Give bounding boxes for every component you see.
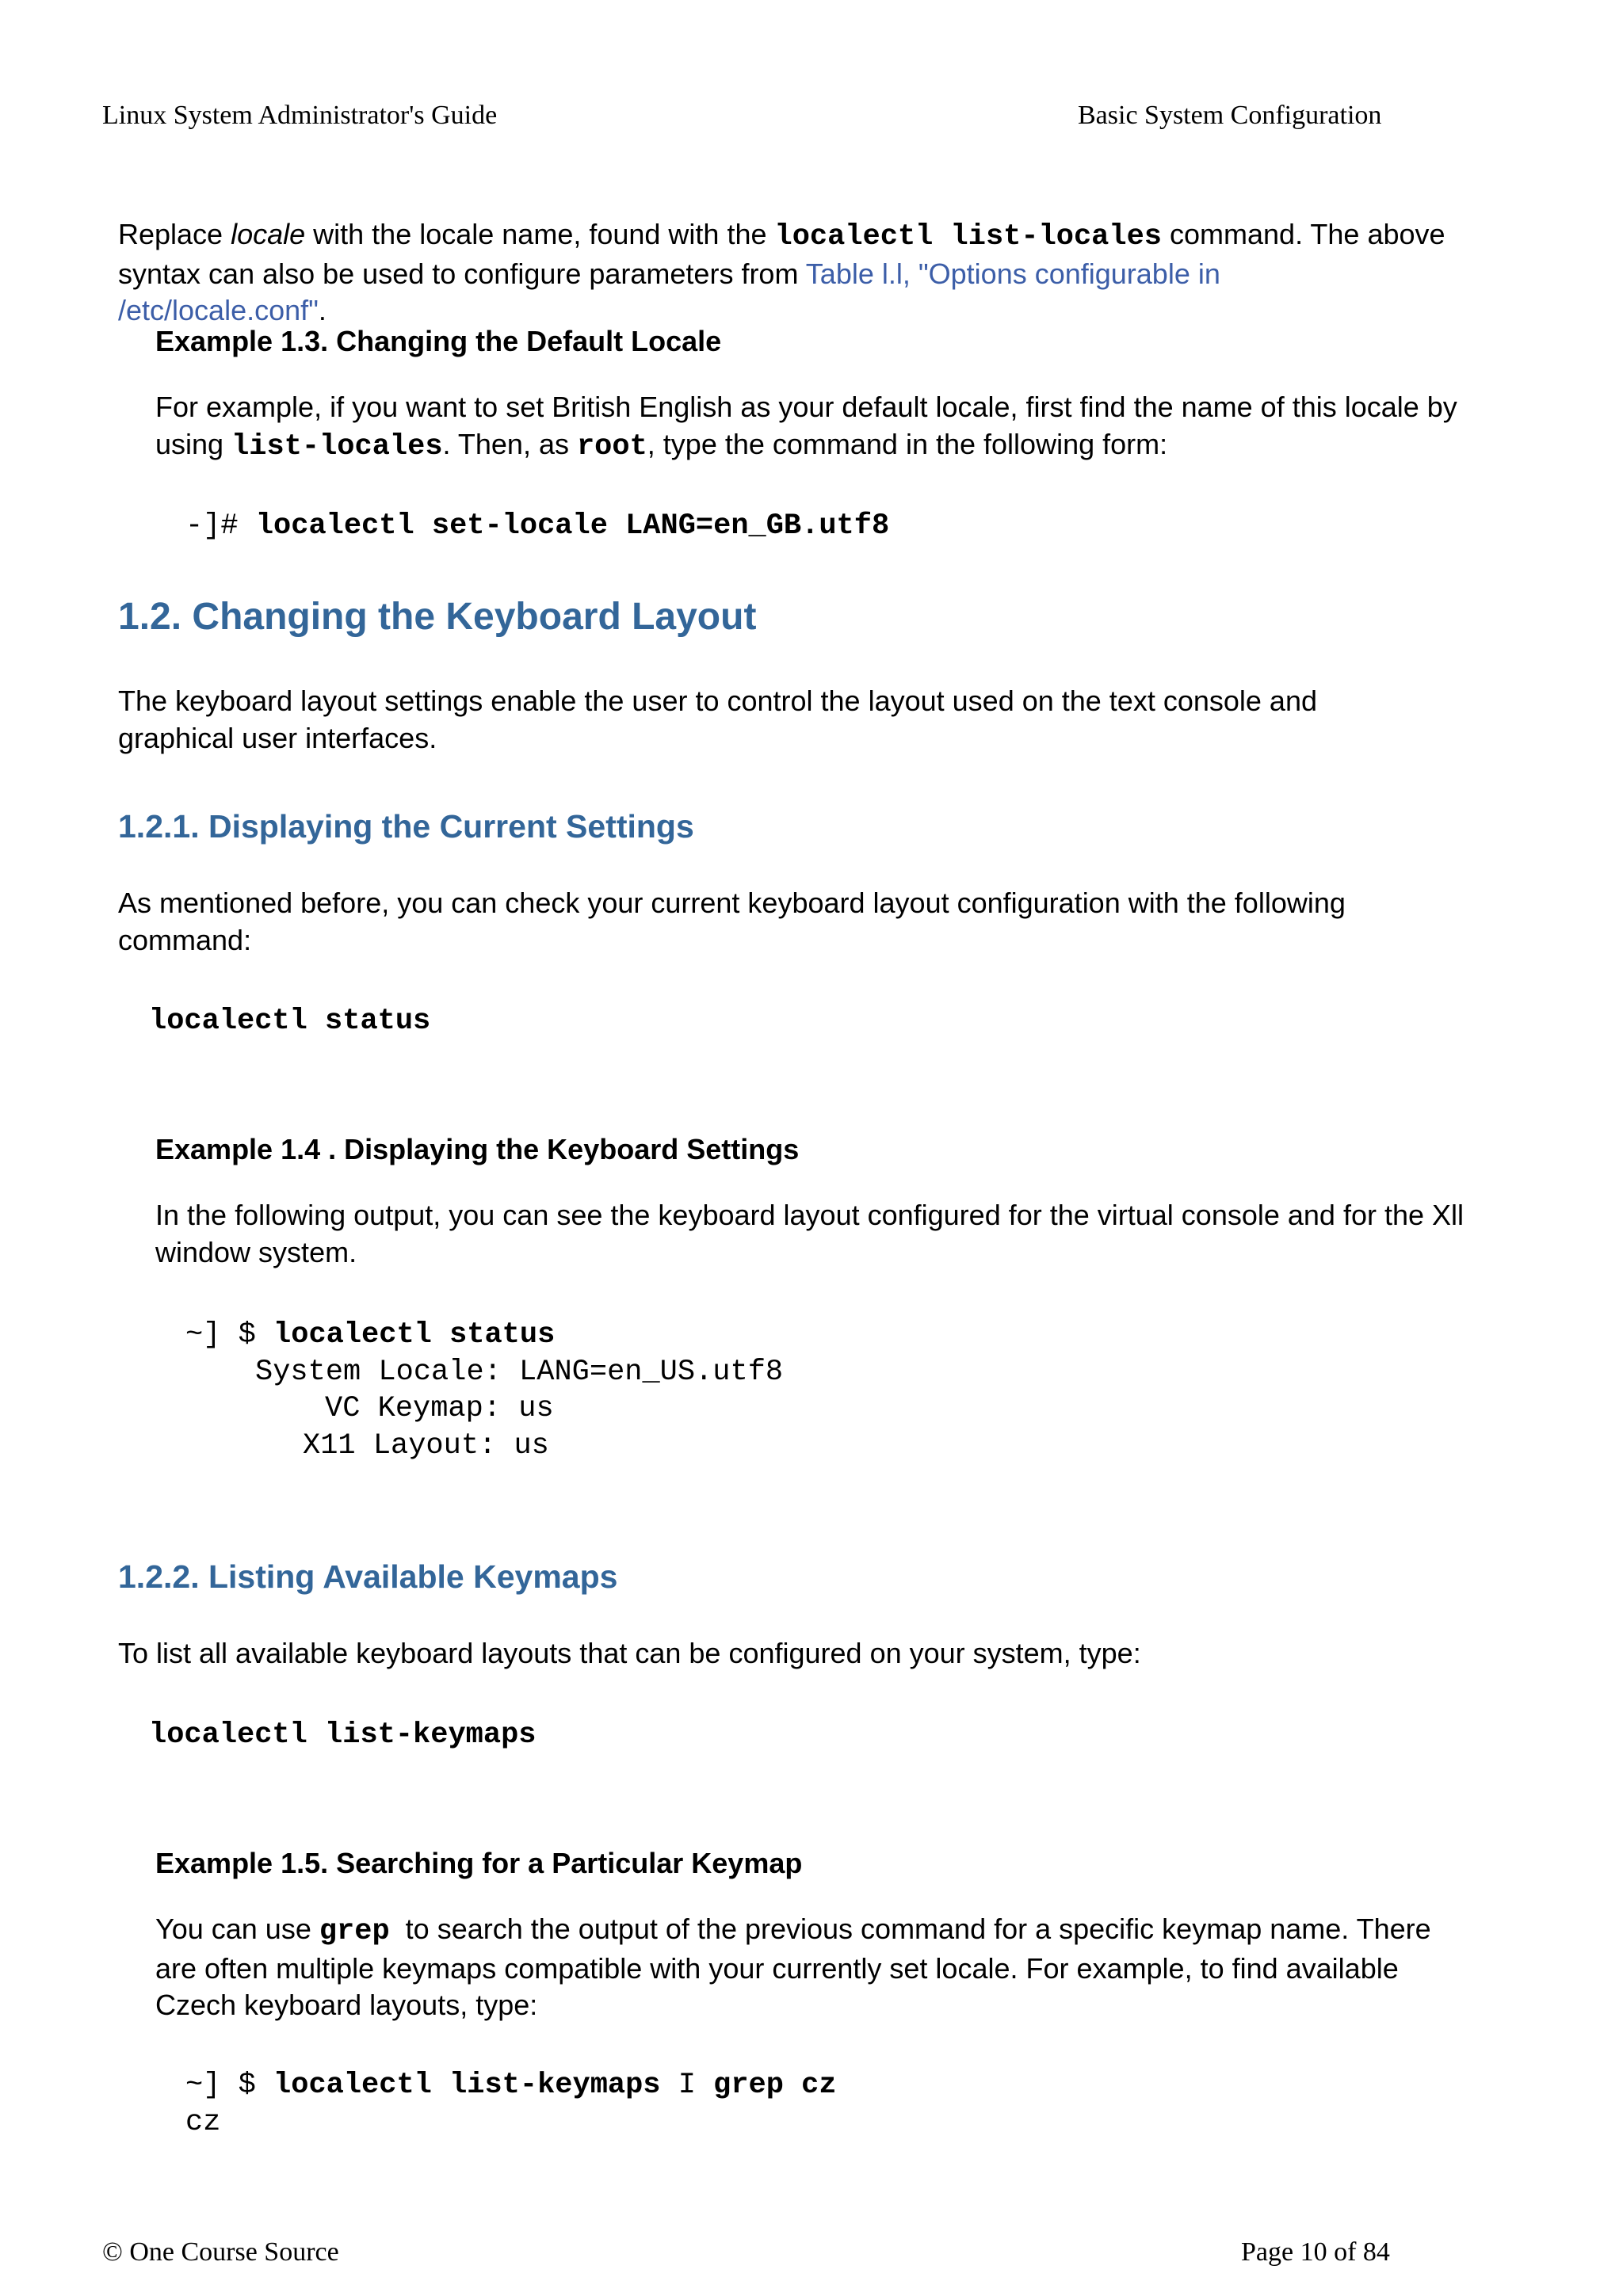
example-1-4-text: In the following output, you can see the keyboard layout configured for the virtual console and for the Xll window system. [155, 1199, 1465, 1268]
intro-paragraph [118, 216, 1445, 330]
section-1-2-1-heading: 1.2.1. Displaying the Current Settings [118, 808, 694, 845]
code-line-system-locale: System Locale: LANG=en_US.utf8 [255, 1355, 784, 1389]
section-1-2-1-paragraph: As mentioned before, you can check your current keyboard layout configuration with the following command: [118, 887, 1346, 956]
shell-prompt: -]# [185, 509, 256, 543]
running-header-left: Linux System Administrator's Guide [102, 101, 498, 130]
example-1-4-title: Example 1.4 . Displaying the Keyboard Settings [155, 1133, 800, 1165]
code-line-vc-keymap: VC Keymap: us [325, 1392, 554, 1425]
shell-prompt: ~] $ [185, 2069, 274, 2102]
table-reference-link[interactable]: Table l.l, "Options configurable in [805, 257, 1220, 290]
section-1-2-heading: 1.2. Changing the Keyboard Layout [118, 596, 757, 638]
footer-copyright: © One Course Source [102, 2237, 339, 2267]
shell-prompt: ~] $ [185, 1318, 274, 1352]
example-1-5-title: Example 1.5. Searching for a Particular Keymap [155, 1847, 803, 1879]
example-1-3-code [185, 508, 889, 545]
root-user: root [576, 429, 647, 463]
example-1-3-title: Example 1.3. Changing the Default Locale [155, 325, 722, 357]
grep-inline-command: grep [319, 1915, 390, 1948]
example-1-5-text: You can use grep to search the output of the previous command for a specific keymap name. There are often multiple keymaps compatible with your currently set locale. For example, to find available Czech keyboard layouts, type: [155, 1913, 1431, 2021]
code-line-command: ~] $ localectl status [185, 1318, 556, 1352]
section-1-2-paragraph: The keyboard layout settings enable the user to control the layout used on the text console and graphical user interfaces. [118, 685, 1317, 754]
running-header-right: Basic System Configuration [1078, 101, 1382, 130]
set-locale-command: localectl set-locale LANG=en_GB.utf8 [255, 509, 890, 543]
intro-line-3: /etc/locale.conf". [118, 294, 327, 326]
list-locales-inline-command: list-locales [231, 429, 443, 463]
code-line-x11-layout: X11 Layout: us [303, 1428, 549, 1463]
code-line-output: cz [185, 2105, 221, 2139]
list-locales-command: localectl list-locales [774, 220, 1162, 254]
code-line-command: ~] $ localectl list-keymaps I grep cz [185, 2069, 837, 2102]
section-1-2-2-heading: 1.2.2. Listing Available Keymaps [118, 1558, 618, 1595]
intro-line-2: syntax can also be used to configure parameters from Table l.l, "Options configurable in [118, 257, 1220, 290]
example-1-3-text: For example, if you want to set British English as your default locale, first find the name of this locale by using list-locales. Then, as root, type the command in the following form: [155, 391, 1457, 463]
list-keymaps-command: localectl list-keymaps [149, 1718, 537, 1752]
section-1-2-2-paragraph: To list all available keyboard layouts that can be configured on your system, type: [118, 1637, 1141, 1669]
example-1-4-code [185, 1317, 783, 1464]
localectl-status-command: localectl status [149, 1005, 431, 1038]
page-number: Page 10 of 84 [1241, 2237, 1390, 2267]
table-reference-link-cont[interactable]: /etc/locale.conf" [118, 294, 319, 326]
example-1-5-code [185, 2067, 837, 2141]
intro-line-1: Replace locale with the locale name, found with the localectl list-locales command. The above [118, 218, 1445, 254]
